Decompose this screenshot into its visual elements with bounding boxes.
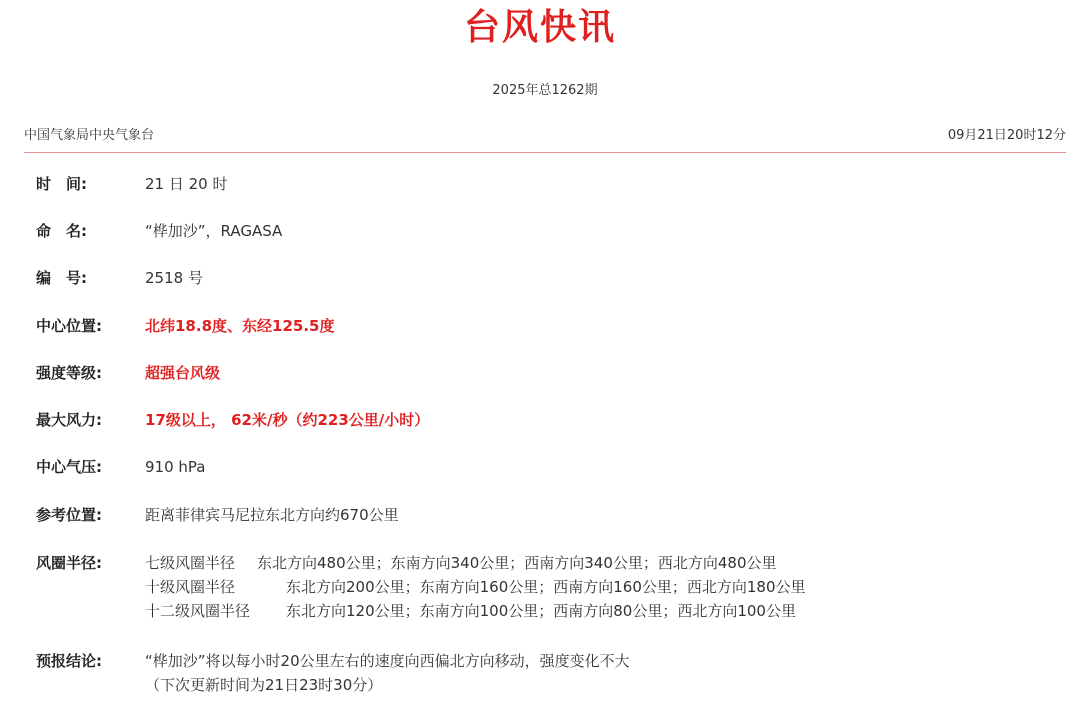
issuing-organization: 中国气象局中央气象台 (24, 128, 155, 143)
field-label: 最大风力: (36, 411, 102, 429)
wind-radius-level: 七级风圈半径 (145, 554, 236, 572)
page-title: 台风快讯 (463, 7, 616, 48)
field-value: 21 日 20 时 (145, 175, 228, 193)
field-value-highlight: 17级以上， 62米/秒（约223公里/小时） (145, 411, 430, 429)
field-label: 中心气压: (36, 458, 102, 476)
field-value: “桦加沙”，RAGASA (145, 222, 283, 240)
next-update-note: （下次更新时间为21日23时30分） (145, 676, 383, 694)
field-value: 2518 号 (145, 269, 203, 287)
header-divider (24, 152, 1066, 153)
field-label: 预报结论: (36, 652, 102, 670)
wind-radius-directions: 东北方向120公里；东南方向100公里；西南方向80公里；西北方向100公里 (286, 602, 796, 620)
field-value: 910 hPa (145, 458, 206, 476)
issue-timestamp: 09月21日20时12分 (947, 128, 1066, 143)
wind-radius-directions: 东北方向200公里；东南方向160公里；西南方向160公里；西北方向180公里 (286, 578, 806, 596)
field-label: 强度等级: (36, 364, 102, 382)
field-label: 中心位置: (36, 317, 102, 335)
field-label: 编 号: (36, 269, 87, 287)
field-value-highlight: 北纬18.8度、东经125.5度 (145, 317, 335, 335)
forecast-conclusion: “桦加沙”将以每小时20公里左右的速度向西偏北方向移动，强度变化不大 (145, 652, 630, 670)
field-value-highlight: 超强台风级 (145, 364, 221, 382)
wind-radius-level: 十级风圈半径 (145, 578, 236, 596)
field-label: 时 间: (36, 175, 87, 193)
field-value: 距离菲律宾马尼拉东北方向约670公里 (145, 506, 399, 524)
forecast-text (145, 649, 630, 697)
field-label: 参考位置: (36, 506, 102, 524)
field-label: 命 名: (36, 222, 87, 240)
issue-number: 2025年总1262期 (492, 83, 598, 98)
source-header (24, 126, 1066, 148)
field-label: 风圈半径: (36, 554, 102, 572)
wind-radius-directions: 东北方向480公里；东南方向340公里；西南方向340公里；西北方向480公里 (257, 554, 777, 572)
wind-radius-level: 十二级风圈半径 (145, 602, 251, 620)
